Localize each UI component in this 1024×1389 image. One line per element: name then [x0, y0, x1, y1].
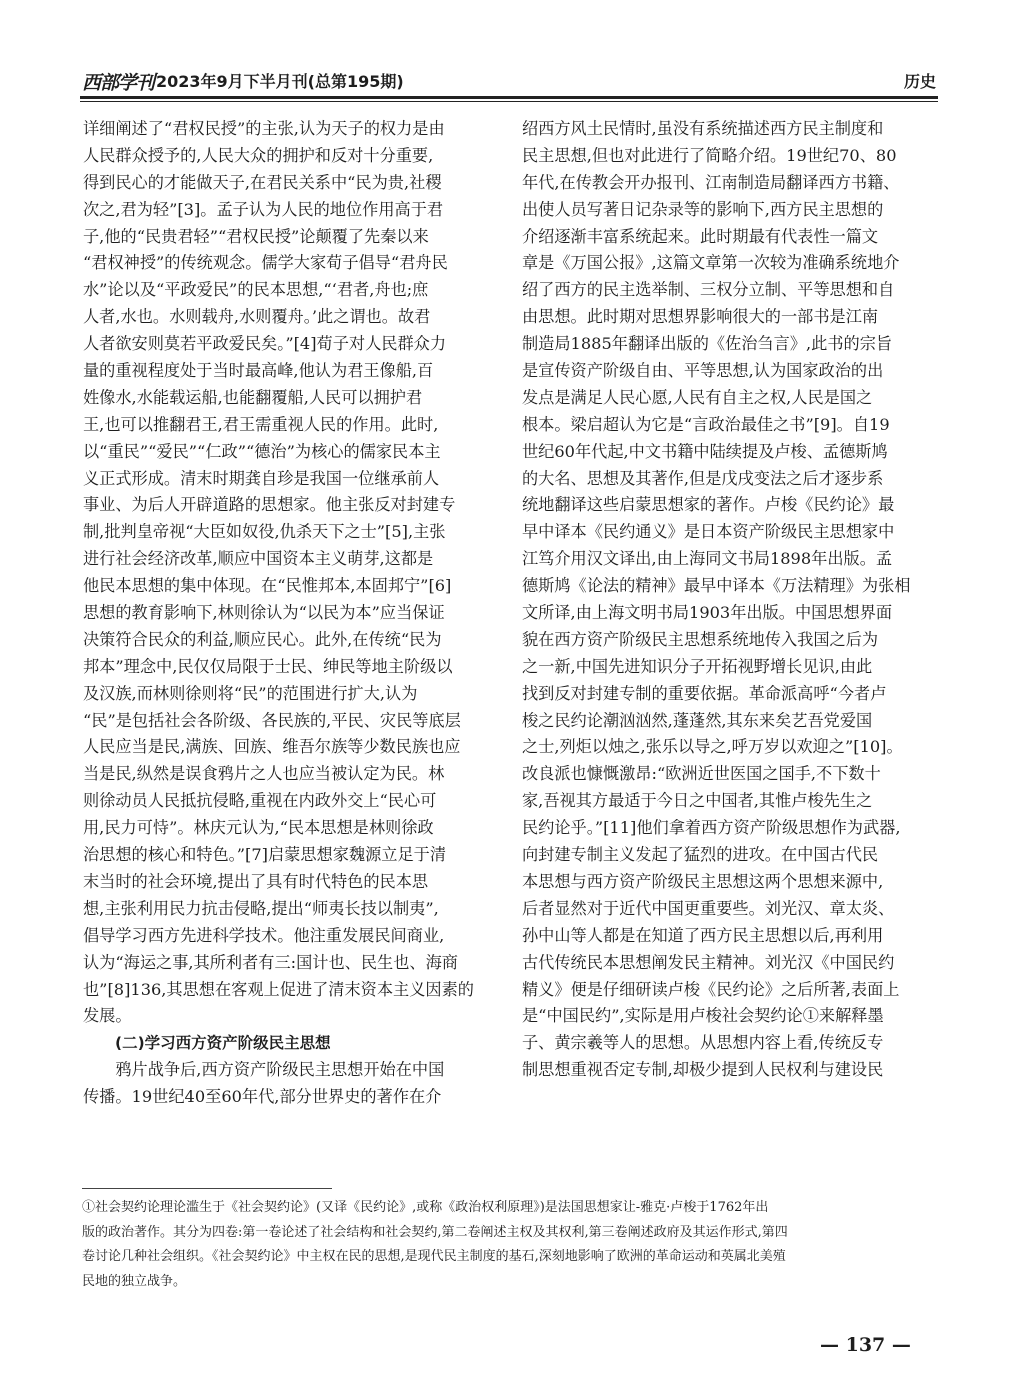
text-line: 貌在西方资产阶级民主思想系统地传入我国之后为 [522, 629, 879, 649]
text-line: 姓像水,水能载运船,也能翻覆船,人民可以拥护君 [83, 387, 423, 407]
section-label: 历史 [903, 72, 936, 91]
text-line: 是宣传资产阶级自由、平等思想,认为国家政治的出 [522, 361, 884, 381]
text-line: 绍了西方的民主选举制、三权分立制、平等思想和自 [522, 280, 895, 300]
text-line: 向封建专制主义发起了猛烈的进攻。在中国古代民 [522, 845, 879, 865]
text-line: 以“重民”“爱民”“仁政”“德治”为核心的儒家民本主 [83, 441, 441, 461]
text-line: 末当时的社会环境,提出了具有时代特色的民本思 [83, 871, 429, 891]
text-line: 治思想的核心和特色。”[7]启蒙思想家魏源立足于清 [83, 845, 447, 865]
text-line: 邦本”理念中,民仅仅局限于士民、绅民等地主阶级以 [83, 656, 453, 676]
text-line: 早中译本《民约通义》是日本资产阶级民主思想家中 [522, 522, 895, 542]
text-line: 义正式形成。清末时期龚自珍是我国一位继承前人 [83, 468, 440, 488]
issue-info: 2023年9月下半月刊(总第195期) [156, 72, 404, 91]
header-rule-thin [80, 101, 938, 102]
text-line: 出使人员写著日记杂录等的影响下,西方民主思想的 [522, 199, 884, 219]
text-line: 得到民心的才能做天子,在君民关系中“民为贵,社稷 [83, 172, 442, 192]
text-line: 章是《万国公报》,这篇文章第一次较为准确系统地介 [522, 253, 900, 273]
text-line: 想,主张利用民力抗击侵略,提出“师夷长技以制夷”, [83, 898, 439, 918]
text-line: 制思想重视否定专制,却极少提到人民权利与建设民 [522, 1060, 884, 1080]
journal-logo: 西部学刊 [82, 72, 155, 94]
text-line: 找到反对封建专制的重要依据。革命派高呼“今者卢 [522, 683, 887, 703]
text-line: 年代,在传教会开办报刊、江南制造局翻译西方书籍、 [522, 172, 900, 192]
text-line: 德斯鸠《论法的精神》最早中译本《万法精理》为张相 [522, 576, 911, 596]
text-line: 文所译,由上海文明书局1903年出版。中国思想界面 [522, 603, 893, 623]
left-body-text [83, 116, 500, 1030]
text-line: 人者欲安则莫若平政爱民矣。”[4]荀子对人民群众力 [83, 334, 447, 354]
text-line: 王,也可以推翻君王,君王需重视人民的作用。此时, [83, 414, 439, 434]
text-line: 由思想。此时期对思想界影响很大的一部书是江南 [522, 307, 879, 327]
footnote-line: 版的政治著作。其分为四卷:第一卷论述了社会结构和社会契约,第二卷阐述主权及其权利,第三卷阐述政府及其运作形式,第四 [82, 1224, 788, 1240]
text-line: 认为“海运之事,其所利者有三:国计也、民生也、海商 [83, 952, 458, 972]
text-line: 则徐动员人民抵抗侵略,重视在内政外交上“民心可 [83, 791, 437, 811]
text-line: 他民本思想的集中体现。在“民惟邦本,本固邦宁”[6] [83, 576, 452, 596]
left-column [83, 116, 500, 1111]
text-line: 制造局1885年翻译出版的《佐治刍言》,此书的宗旨 [522, 334, 893, 354]
text-line: 绍西方风土民情时,虽没有系统描述西方民主制度和 [522, 119, 884, 138]
text-line: 根本。梁启超认为它是“言政治最佳之书”[9]。自19 [522, 414, 890, 434]
text-line: 进行社会经济改革,顺应中国资本主义萌芽,这都是 [83, 549, 434, 569]
running-header [82, 66, 938, 96]
footnote-line: 卷讨论几种社会组织。《社会契约论》中主权在民的思想,是现代民主制度的基石,深刻地影响了欧洲的革命运动和英属北美殖 [82, 1249, 786, 1264]
text-line: 制,批判皇帝视“大臣如奴役,仇杀天下之士”[5],主张 [83, 522, 446, 542]
text-line: 及汉族,而林则徐则将“民”的范围进行扩大,认为 [83, 683, 418, 703]
text-line: 世纪60年代起,中文书籍中陆续提及卢梭、孟德斯鸠 [522, 441, 888, 461]
text-line: 人者,水也。水则载舟,水则覆舟。’此之谓也。故君 [83, 307, 431, 327]
text-line: 后者显然对于近代中国更重要些。刘光汉、章太炎、 [522, 898, 895, 918]
text-line: 江笃介用汉文译出,由上海同文书局1898年出版。孟 [522, 549, 893, 569]
text-line: 人民应当是民,满族、回族、维吾尔族等少数民族也应 [83, 737, 461, 757]
text-line: 鸦片战争后,西方资产阶级民主思想开始在中国 [83, 1060, 445, 1080]
right-column [522, 116, 939, 1084]
text-line: 本思想与西方资产阶级民主思想这两个思想来源中, [522, 871, 884, 891]
text-line: 子、黄宗羲等人的思想。从思想内容上看,传统反专 [522, 1033, 884, 1053]
text-line: 发点是满足人民心愿,人民有自主之权,人民是国之 [522, 387, 873, 407]
text-line: 发展。 [83, 1006, 132, 1026]
footnote-line: ①社会契约论理论滥生于《社会契约论》(又译《民约论》,或称《政治权利原理》)是法国思想家让-雅克·卢梭于1762年出 [82, 1200, 769, 1215]
text-line: 是“中国民约”,实际是用卢梭社会契约论①来解释墨 [522, 1006, 884, 1026]
text-line: 民约论乎。”[11]他们拿着西方资产阶级思想作为武器, [522, 818, 901, 838]
text-line: 家,吾视其方最适于今日之中国者,其惟卢梭先生之 [522, 791, 873, 811]
text-line: 传播。19世纪40至60年代,部分世界史的著作在介 [83, 1087, 442, 1107]
text-line: 也”[8]136,其思想在客观上促进了清末资本主义因素的 [83, 979, 474, 999]
text-line: “君权神授”的传统观念。儒学大家荀子倡导“君舟民 [83, 253, 448, 273]
text-line: 之士,列炬以烛之,张乐以导之,呼万岁以欢迎之”[10]。 [522, 737, 903, 757]
section-subheading: (二)学习西方资产阶级民主思想 [115, 1034, 331, 1053]
text-line: 统地翻译这些启蒙思想家的著作。卢梭《民约论》最 [522, 495, 895, 515]
text-line: 之一新,中国先进知识分子开拓视野增长见识,由此 [522, 656, 873, 676]
text-line: 量的重视程度处于当时最高峰,他认为君王像船,百 [83, 361, 434, 381]
page-number: — 137 — [820, 1334, 911, 1356]
text-line: 古代传统民本思想阐发民主精神。刘光汉《中国民约 [522, 952, 895, 972]
text-line: 水”论以及“平政爱民”的民本思想,“‘君者,舟也;庶 [83, 280, 429, 300]
left-body-text-continued [83, 1057, 500, 1111]
text-line: 思想的教育影响下,林则徐认为“以民为本”应当保证 [83, 603, 445, 623]
footnote-rule [82, 1188, 332, 1189]
right-body-text [522, 116, 939, 1084]
text-line: 事业、为后人开辟道路的思想家。他主张反对封建专 [83, 495, 456, 515]
text-line: 子,他的“民贵君轻”“君权民授”论颠覆了先秦以来 [83, 226, 429, 246]
text-line: 人民群众授予的,人民大众的拥护和反对十分重要, [83, 145, 434, 165]
text-line: 当是民,纵然是误食鸦片之人也应当被认定为民。林 [83, 764, 445, 784]
text-line: “民”是包括社会各阶级、各民族的,平民、灾民等底层 [83, 710, 461, 730]
footnote [82, 1196, 940, 1294]
footnote-line: 民地的独立战争。 [82, 1273, 187, 1289]
text-line: 倡导学习西方先进科学技术。他注重发展民间商业, [83, 925, 445, 945]
text-line: 详细阐述了“君权民授”的主张,认为天子的权力是由 [83, 119, 445, 138]
text-line: 改良派也慷慨激昂:“欧洲近世医国之国手,不下数十 [522, 764, 881, 784]
text-line: 用,民力可恃”。林庆元认为,“民本思想是林则徐政 [83, 818, 434, 838]
text-line: 决策符合民众的利益,顺应民心。此外,在传统“民为 [83, 629, 442, 649]
text-line: 梭之民约论潮汹汹然,蓬蓬然,其东来矣艺吾党爱国 [522, 710, 873, 730]
header-rule-thick [80, 96, 938, 99]
text-line: 孙中山等人都是在知道了西方民主思想以后,再利用 [522, 925, 884, 945]
text-line: 民主思想,但也对此进行了简略介绍。19世纪70、80 [522, 145, 897, 165]
text-line: 精义》便是仔细研读卢梭《民约论》之后所著,表面上 [522, 979, 900, 999]
text-line: 次之,君为轻”[3]。孟子认为人民的地位作用高于君 [83, 199, 444, 219]
text-line: 介绍逐渐丰富系统起来。此时期最有代表性一篇文 [522, 226, 879, 246]
text-line: 的大名、思想及其著作,但是戊戌变法之后才逐步系 [522, 468, 884, 488]
